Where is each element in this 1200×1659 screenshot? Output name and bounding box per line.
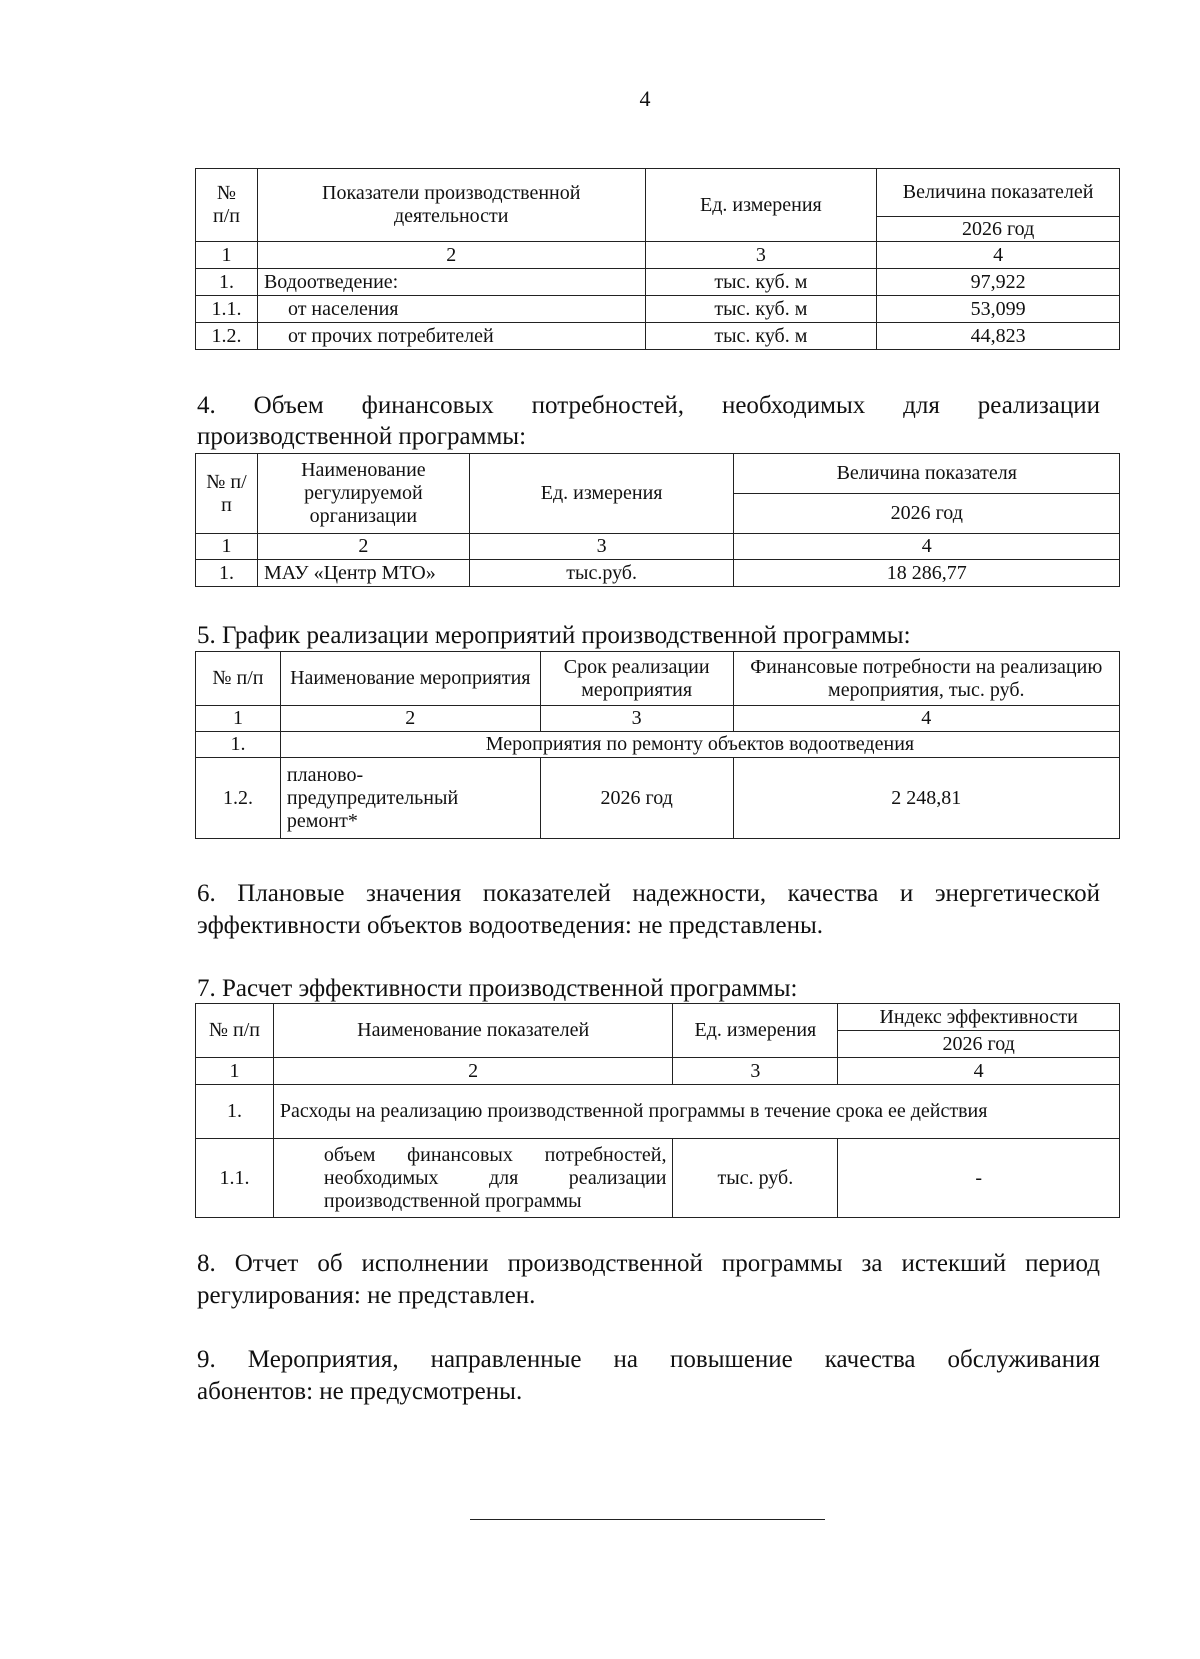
section9-line2: абонентов: не предусмотрены. bbox=[197, 1378, 523, 1405]
row-unit: тыс. куб. м bbox=[645, 323, 877, 350]
table1-header-year: 2026 год bbox=[877, 217, 1120, 242]
table2-header-year: 2026 год bbox=[734, 494, 1120, 534]
table1-colnum: 1 bbox=[196, 242, 258, 269]
row-num: 1. bbox=[196, 269, 258, 296]
table4-colnum: 2 bbox=[273, 1058, 673, 1085]
financial-needs-table bbox=[195, 453, 1120, 587]
group-title: Расходы на реализацию производственной программы в течение срока ее действия bbox=[273, 1085, 1119, 1139]
table2-header-unit: Ед. измерения bbox=[469, 454, 734, 534]
row-num: 1. bbox=[196, 560, 258, 587]
table1-header-value: Величина показателей bbox=[877, 169, 1120, 217]
section9-line1: 9. Мероприятия, направленные на повышение качества обслуживания bbox=[197, 1346, 1100, 1373]
table-row bbox=[196, 560, 1120, 587]
table1-colnum: 3 bbox=[645, 242, 877, 269]
table4-colnum: 1 bbox=[196, 1058, 274, 1085]
row-finance: 2 248,81 bbox=[733, 758, 1119, 839]
table1-header-unit: Ед. измерения bbox=[645, 169, 877, 242]
row-num: 1.2. bbox=[196, 758, 281, 839]
table1-header-num: № п/п bbox=[196, 169, 258, 242]
table2-colnum: 4 bbox=[734, 534, 1120, 560]
row-unit: тыс. руб. bbox=[673, 1139, 838, 1218]
row-name: от прочих потребителей bbox=[257, 323, 645, 350]
row-value: 44,823 bbox=[877, 323, 1120, 350]
table2-colnum: 2 bbox=[257, 534, 469, 560]
table2-colnum: 1 bbox=[196, 534, 258, 560]
section4-title-line1: 4. Объем финансовых потребностей, необходимых для реализации bbox=[197, 392, 1100, 419]
row-unit: тыс. куб. м bbox=[645, 296, 877, 323]
page-number: 4 bbox=[639, 86, 651, 111]
table3-colnum: 2 bbox=[280, 706, 540, 732]
table1-colnum: 2 bbox=[257, 242, 645, 269]
table4-header-index: Индекс эффективности bbox=[838, 1004, 1120, 1031]
table1-colnum: 4 bbox=[877, 242, 1120, 269]
row-unit: тыс. куб. м bbox=[645, 269, 877, 296]
table3-colnum: 4 bbox=[733, 706, 1119, 732]
table-row bbox=[196, 758, 1120, 839]
row-name: планово-предупредительный ремонт* bbox=[280, 758, 540, 839]
row-unit: тыс.руб. bbox=[469, 560, 734, 587]
table-row bbox=[196, 296, 1120, 323]
table4-colnum: 4 bbox=[838, 1058, 1120, 1085]
table3-header-term: Срок реализации мероприятия bbox=[540, 652, 733, 706]
table3-header-name: Наименование мероприятия bbox=[280, 652, 540, 706]
table3-header-num: № п/п bbox=[196, 652, 281, 706]
row-num: 1.1. bbox=[196, 1139, 274, 1218]
table2-header-org: Наименование регулируемой организации bbox=[257, 454, 469, 534]
table-group-row bbox=[196, 1085, 1120, 1139]
production-indicators-table bbox=[195, 168, 1120, 350]
section4-title-line2: производственной программы: bbox=[197, 423, 527, 450]
table4-colnum: 3 bbox=[673, 1058, 838, 1085]
section8-line1: 8. Отчет об исполнении производственной программы за истекший период bbox=[197, 1250, 1100, 1277]
table-row bbox=[196, 269, 1120, 296]
table2-header-value: Величина показателя bbox=[734, 454, 1120, 494]
row-num: 1.1. bbox=[196, 296, 258, 323]
row-num: 1.2. bbox=[196, 323, 258, 350]
efficiency-table bbox=[195, 1003, 1120, 1218]
table1-header-indicators: Показатели производственной деятельности bbox=[257, 169, 645, 242]
table3-header-finance: Финансовые потребности на реализацию мероприятия, тыс. руб. bbox=[733, 652, 1119, 706]
row-name: объем финансовых потребностей, необходимых для реализации производственной программы bbox=[273, 1139, 673, 1218]
group-num: 1. bbox=[196, 1085, 274, 1139]
section6-line1: 6. Плановые значения показателей надежности, качества и энергетической bbox=[197, 880, 1100, 907]
group-title: Мероприятия по ремонту объектов водоотведения bbox=[280, 732, 1119, 758]
row-name: Водоотведение: bbox=[257, 269, 645, 296]
table4-header-year: 2026 год bbox=[838, 1031, 1120, 1058]
table3-colnum: 1 bbox=[196, 706, 281, 732]
section8-line2: регулирования: не представлен. bbox=[197, 1282, 536, 1309]
end-divider bbox=[470, 1519, 825, 1520]
schedule-table bbox=[195, 651, 1120, 839]
table2-header-num: № п/п bbox=[196, 454, 258, 534]
row-org: МАУ «Центр МТО» bbox=[257, 560, 469, 587]
table4-header-name: Наименование показателей bbox=[273, 1004, 673, 1058]
row-value: 97,922 bbox=[877, 269, 1120, 296]
group-num: 1. bbox=[196, 732, 281, 758]
table-row bbox=[196, 323, 1120, 350]
table3-colnum: 3 bbox=[540, 706, 733, 732]
table-group-row bbox=[196, 732, 1120, 758]
table4-header-num: № п/п bbox=[196, 1004, 274, 1058]
row-name: от населения bbox=[257, 296, 645, 323]
table2-colnum: 3 bbox=[469, 534, 734, 560]
row-value: - bbox=[838, 1139, 1120, 1218]
row-value: 53,099 bbox=[877, 296, 1120, 323]
section6-line2: эффективности объектов водоотведения: не представлены. bbox=[197, 912, 824, 939]
section7-title: 7. Расчет эффективности производственной программы: bbox=[197, 975, 798, 1002]
row-value: 18 286,77 bbox=[734, 560, 1120, 587]
section5-title: 5. График реализации мероприятий производственной программы: bbox=[197, 622, 911, 649]
table-row bbox=[196, 1139, 1120, 1218]
table4-header-unit: Ед. измерения bbox=[673, 1004, 838, 1058]
row-term: 2026 год bbox=[540, 758, 733, 839]
